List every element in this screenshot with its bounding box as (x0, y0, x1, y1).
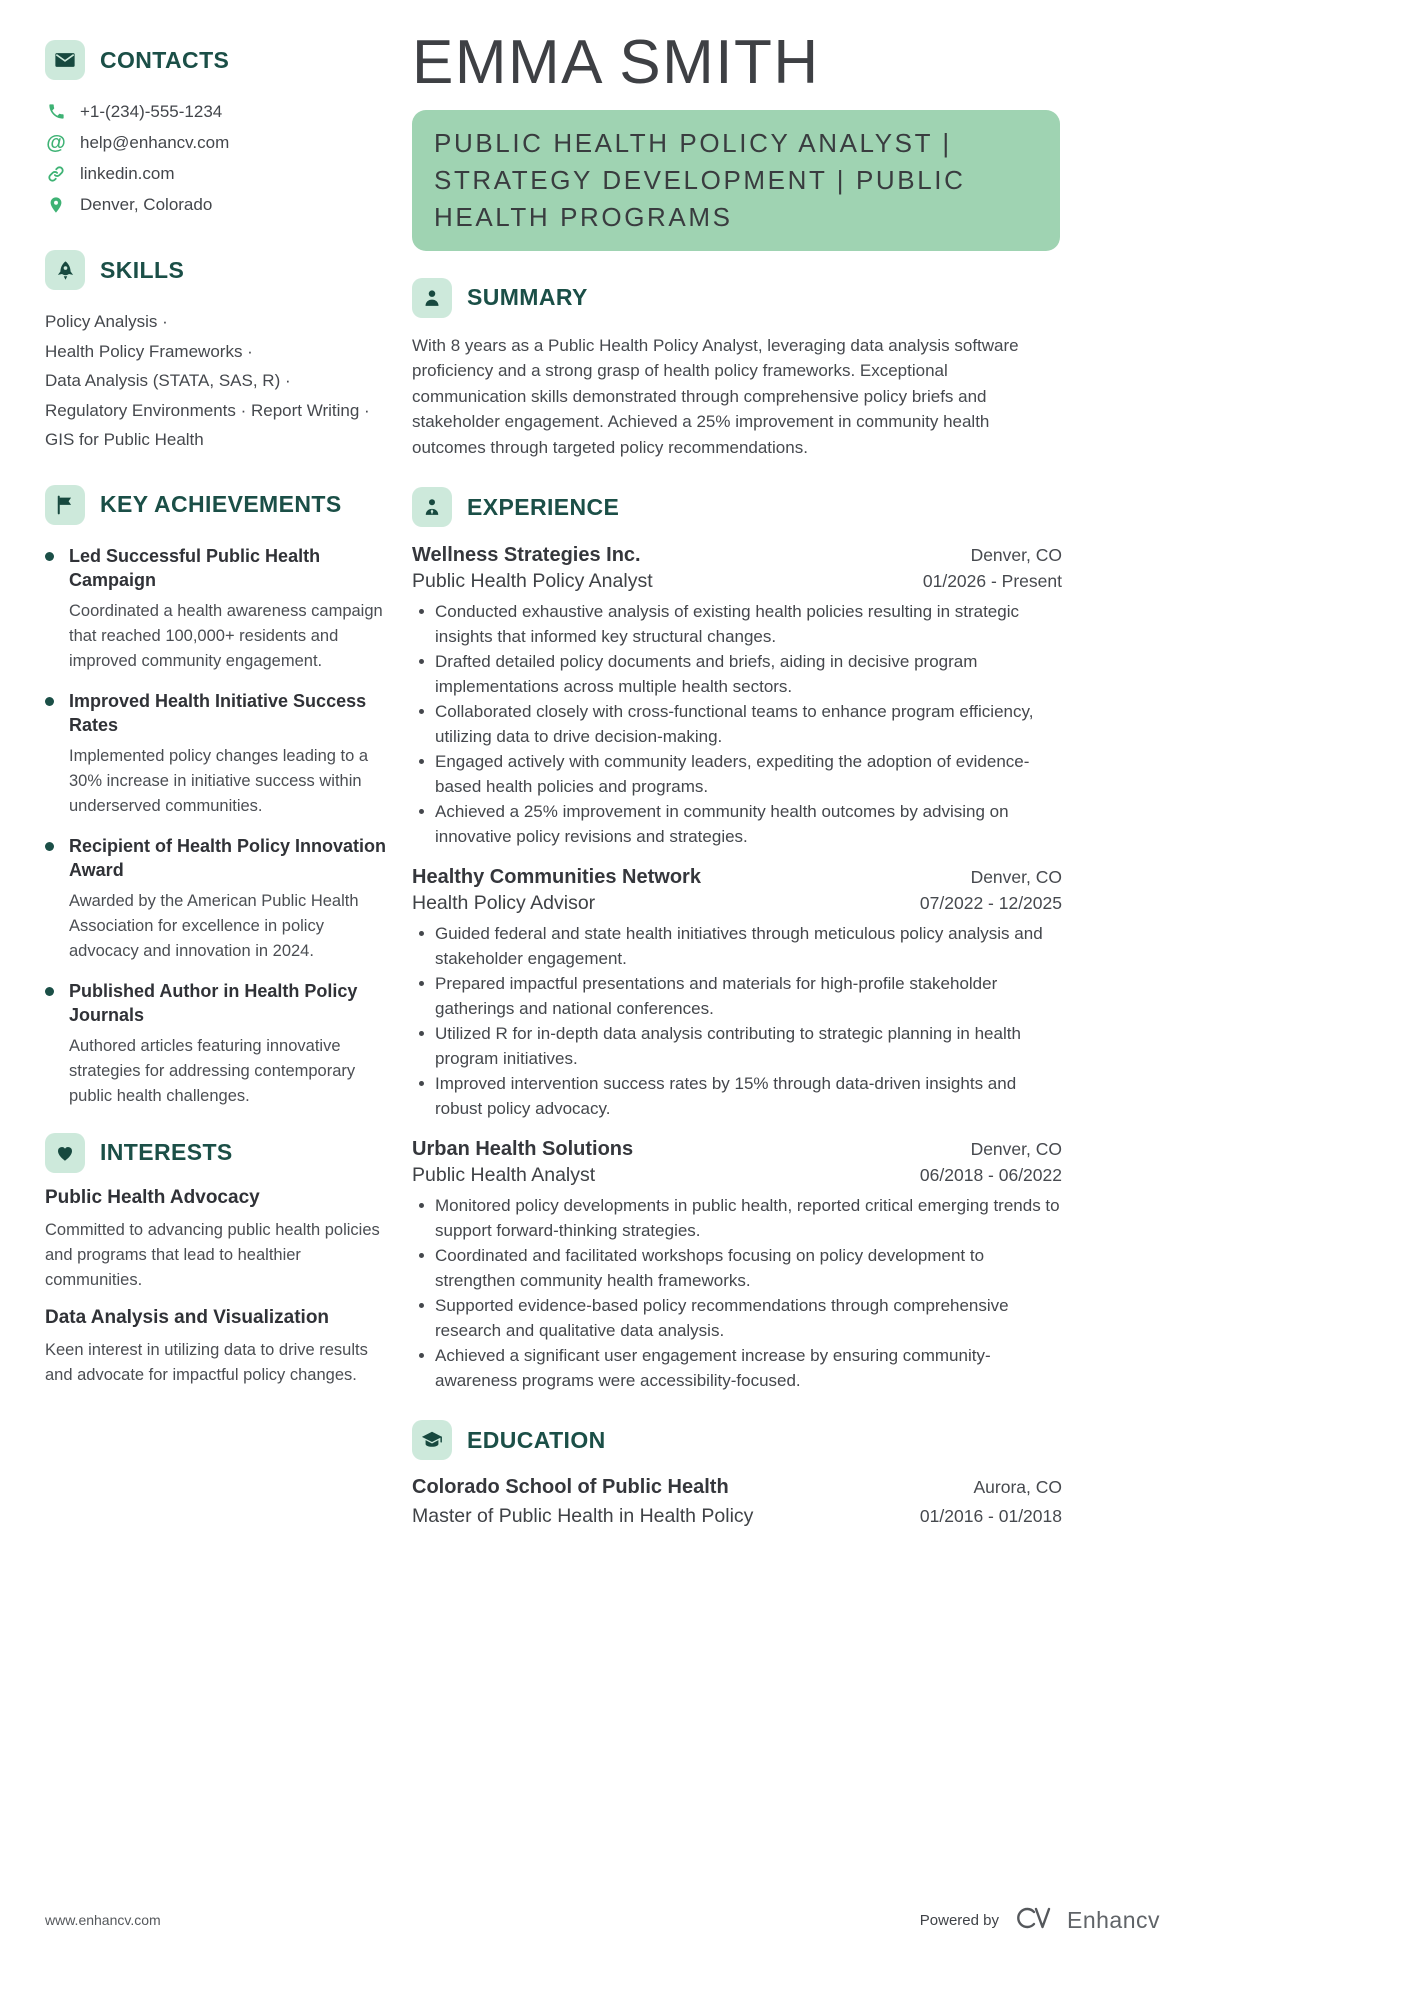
education-section-header (412, 1420, 1062, 1460)
job-bullet: Achieved a 25% improvement in community health outcomes by advising on innovative policy revisions and strategies. (412, 799, 1062, 849)
skills-heading: SKILLS (100, 256, 185, 283)
contact-list (45, 96, 393, 220)
job-location: Denver, CO (970, 545, 1062, 566)
interests-heading: INTERESTS (100, 1139, 233, 1165)
key-achievements-section-header (45, 485, 393, 525)
education-dates: 01/2016 - 01/2018 (919, 1506, 1062, 1527)
job-title-badge: PUBLIC HEALTH POLICY ANALYST | STRATEGY DEVELOPMENT | PUBLIC HEALTH PROGRAMS (412, 110, 1060, 251)
interest-title: Data Analysis and Visualization (45, 1306, 330, 1328)
right-column (412, 30, 1062, 1528)
achievement-item (45, 979, 393, 1109)
summary-section-header (412, 278, 1062, 318)
heart-icon (45, 1133, 85, 1173)
left-column (45, 40, 393, 1388)
achievement-title: Published Author in Health Policy Journals (69, 980, 358, 1025)
enhancv-logo-icon[interactable] (1013, 1905, 1053, 1936)
interest-item (45, 1187, 393, 1293)
experience-entry (412, 1138, 1062, 1393)
skill-line: Regulatory Environments · Report Writing · (45, 400, 370, 420)
interest-item (45, 1307, 393, 1388)
company-name: Wellness Strategies Inc. (412, 544, 641, 567)
achievement-title: Improved Health Initiative Success Rates (69, 690, 367, 735)
job-bullet: Engaged actively with community leaders, expediting the adoption of evidence-based health policies and programs. (412, 749, 1062, 799)
contact-phone[interactable] (45, 96, 393, 127)
key-achievements-list (45, 544, 393, 1109)
location-icon (45, 196, 67, 214)
interests-section-header (45, 1133, 393, 1173)
experience-section-header (412, 487, 1062, 527)
summary-heading: SUMMARY (467, 284, 588, 311)
envelope-icon (45, 40, 85, 80)
job-bullet-list (412, 921, 1062, 1121)
education-heading: EDUCATION (467, 1426, 606, 1453)
company-name: Healthy Communities Network (412, 866, 701, 889)
education-location: Aurora, CO (973, 1477, 1062, 1498)
job-bullet: Supported evidence-based policy recommendations through comprehensive research and qualitative data analysis. (412, 1293, 1062, 1343)
job-bullet: Monitored policy developments in public health, reported critical emerging trends to support forward-thinking strategies. (412, 1193, 1062, 1243)
achievement-description: Coordinated a health awareness campaign that reached 100,000+ residents and improved community engagement. (69, 601, 383, 670)
job-bullet: Achieved a significant user engagement increase by ensuring community-awareness programs were accessibility-focused. (412, 1343, 1062, 1393)
interest-description: Committed to advancing public health policies and programs that lead to healthier communities. (45, 1220, 380, 1289)
job-role: Health Policy Advisor (412, 892, 596, 915)
achievement-title: Recipient of Health Policy Innovation Award (69, 835, 387, 880)
job-bullet: Guided federal and state health initiatives through meticulous policy analysis and stakeholder engagement. (412, 921, 1062, 971)
contact-email-text: help@enhancv.com (80, 132, 230, 152)
graduation-cap-icon (412, 1420, 452, 1460)
achievement-item (45, 689, 393, 819)
job-bullet: Utilized R for in-depth data analysis contributing to strategic planning in health program initiatives. (412, 1021, 1062, 1071)
bullet-dot (45, 987, 54, 996)
job-role: Public Health Analyst (412, 1164, 596, 1187)
skill-line: Health Policy Frameworks · (45, 341, 253, 361)
job-bullet: Collaborated closely with cross-functional teams to enhance program efficiency, utilizing data to drive decision-making. (412, 699, 1062, 749)
job-bullet-list (412, 599, 1062, 849)
skill-line: Policy Analysis · (45, 312, 168, 331)
footer-branding (920, 1905, 1160, 1936)
flag-icon (45, 485, 85, 525)
key-achievements-heading: KEY ACHIEVEMENTS (100, 491, 342, 517)
contact-email[interactable] (45, 127, 393, 158)
job-bullet: Drafted detailed policy documents and briefs, aiding in decisive program implementations across multiple health sectors. (412, 649, 1062, 699)
interests-list (45, 1187, 393, 1388)
bullet-dot (45, 697, 54, 706)
contact-linkedin-text: linkedin.com (80, 163, 175, 183)
company-name: Urban Health Solutions (412, 1138, 634, 1161)
experience-entry (412, 866, 1062, 1121)
bullet-dot (45, 552, 54, 561)
job-dates: 07/2022 - 12/2025 (919, 893, 1062, 914)
at-icon: @ (46, 131, 66, 154)
job-dates: 06/2018 - 06/2022 (919, 1165, 1062, 1186)
summary-text: With 8 years as a Public Health Policy Analyst, leveraging data analysis software proficiency and a strong grasp of health policy frameworks. Exceptional communication skills demonstrated through comprehensive policy briefs and stakeholder engagement. Achieved a 25% improvement in community health outcomes through targeted policy recommendations. (412, 335, 1019, 457)
experience-entry (412, 544, 1062, 849)
experience-section (412, 487, 1062, 1393)
school-name: Colorado School of Public Health (412, 1476, 729, 1499)
rocket-icon (45, 250, 85, 290)
job-bullet: Prepared impactful presentations and materials for high-profile stakeholder gatherings and national conferences. (412, 971, 1062, 1021)
contacts-heading: CONTACTS (100, 46, 230, 73)
achievement-item (45, 544, 393, 674)
interest-title: Public Health Advocacy (45, 1186, 260, 1208)
contact-location-text: Denver, Colorado (80, 194, 213, 214)
job-bullet-list (412, 1193, 1062, 1393)
education-section (412, 1420, 1062, 1528)
job-location: Denver, CO (970, 1139, 1062, 1160)
degree-name: Master of Public Health in Health Policy (412, 1505, 754, 1528)
person-name: EMMA SMITH (412, 28, 820, 97)
powered-by-label: Powered by (919, 1912, 999, 1929)
summary-section (412, 278, 1062, 461)
achievement-title: Led Successful Public Health Campaign (69, 545, 321, 590)
achievement-item (45, 834, 393, 964)
link-icon (45, 165, 67, 183)
contact-phone-text: +1-(234)-555-1234 (80, 101, 223, 121)
person-icon (412, 278, 452, 318)
achievement-description: Awarded by the American Public Health Association for excellence in policy advocacy and innovation in 2024. (69, 891, 359, 960)
enhancv-brand-text[interactable]: Enhancv (1066, 1907, 1160, 1933)
contacts-section-header (45, 40, 393, 80)
interest-description: Keen interest in utilizing data to drive results and advocate for impactful policy changes. (45, 1340, 368, 1384)
experience-heading: EXPERIENCE (467, 493, 620, 520)
job-bullet: Coordinated and facilitated workshops focusing on policy development to strengthen community health frameworks. (412, 1243, 1062, 1293)
phone-icon (45, 102, 67, 121)
skills-list (45, 307, 393, 455)
job-bullet: Conducted exhaustive analysis of existing health policies resulting in strategic insights that informed key structural changes. (412, 599, 1062, 649)
footer-website-link[interactable]: www.enhancv.com (45, 1912, 161, 1928)
contact-linkedin[interactable] (45, 158, 393, 189)
achievement-description: Implemented policy changes leading to a 30% increase in initiative success within underserved communities. (69, 746, 369, 815)
job-dates: 01/2026 - Present (922, 571, 1062, 592)
education-entry (412, 1476, 1062, 1528)
job-bullet: Improved intervention success rates by 15% through data-driven insights and robust policy advocacy. (412, 1071, 1062, 1121)
achievement-description: Authored articles featuring innovative strategies for addressing contemporary public health challenges. (69, 1036, 356, 1105)
businessperson-icon (412, 487, 452, 527)
skill-line: Data Analysis (STATA, SAS, R) · (45, 371, 291, 390)
skills-section-header (45, 250, 393, 290)
contact-location (45, 189, 393, 220)
job-location: Denver, CO (970, 867, 1062, 888)
bullet-dot (45, 842, 54, 851)
job-role: Public Health Policy Analyst (412, 570, 653, 593)
skill-line: GIS for Public Health (45, 430, 204, 449)
